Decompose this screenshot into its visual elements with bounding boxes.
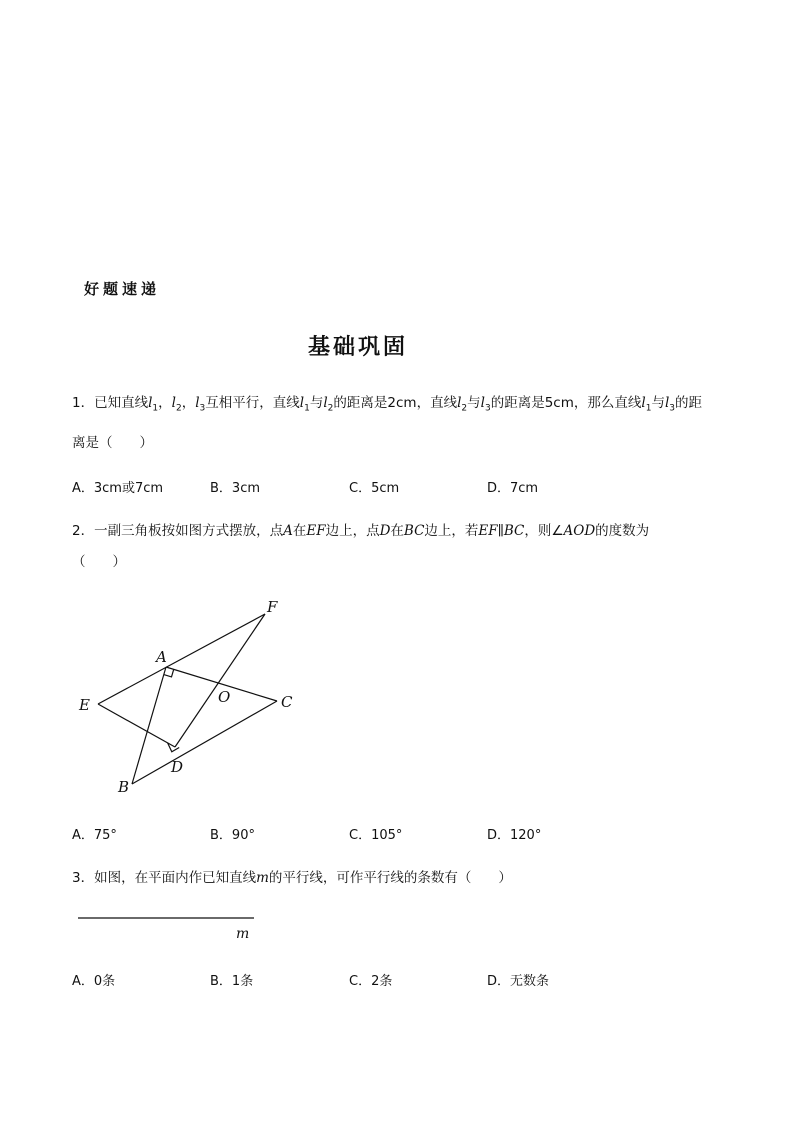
option-b[interactable]: B．1条 [210, 974, 254, 989]
question-number: 2． [72, 523, 95, 539]
q1-text: 与 [467, 395, 481, 411]
q1-text: 的距离是 [490, 395, 545, 411]
subscript: 3 [199, 403, 206, 414]
subscript: 3 [669, 403, 675, 414]
label-m: m [236, 926, 250, 942]
q1-text: 的距 [675, 395, 702, 411]
label-e: E [79, 696, 90, 714]
line-l2: l [171, 395, 176, 411]
question-2-line-1 [72, 514, 732, 548]
option-d[interactable]: D．120° [487, 828, 542, 843]
q2-text: 边上，点 [325, 523, 380, 539]
section-tag: 好题速递 [84, 280, 161, 298]
option-c[interactable]: C．2条 [349, 974, 393, 989]
q1-text: 与 [309, 395, 324, 411]
line-l3: l [480, 395, 485, 411]
line-l3: l [195, 395, 200, 411]
label-f: F [267, 598, 278, 616]
subscript: 2 [175, 403, 182, 414]
segment-bc: BC [403, 523, 425, 539]
label-c: C [281, 693, 293, 711]
q1-text: ， [158, 395, 172, 411]
subscript: 1 [152, 403, 159, 414]
subscript: 2 [327, 403, 334, 414]
question-number: 3． [72, 870, 95, 886]
q1-text: 的距离是 [333, 395, 388, 411]
line-m: m [256, 870, 269, 886]
question-2-line-2: （ ） [72, 554, 126, 570]
point-d: D [379, 523, 391, 539]
option-b[interactable]: B．3cm [210, 481, 261, 496]
label-a: A [156, 648, 167, 666]
q3-text: 的平行线，可作平行线的条数有（ ） [268, 870, 512, 886]
parallel-condition: EF∥BC [478, 523, 525, 539]
q2-text: 在 [390, 523, 404, 539]
option-c[interactable]: C．105° [349, 828, 403, 843]
q2-text: 的度数为 [595, 523, 650, 539]
option-b[interactable]: B．90° [210, 828, 255, 843]
option-a[interactable]: A．3cm或7cm [72, 481, 164, 496]
distance-value: 2cm [387, 395, 417, 411]
segment-fd-line [175, 614, 265, 747]
question-1-line-1 [72, 386, 732, 426]
q1-text: 与 [651, 395, 665, 411]
question-3 [72, 861, 732, 895]
option-d[interactable]: D．7cm [487, 481, 539, 496]
subscript: 3 [484, 403, 491, 414]
option-d[interactable]: D．无数条 [487, 974, 550, 989]
line-l2: l [323, 395, 328, 411]
question-1 [72, 386, 732, 460]
line-l3: l [664, 395, 670, 411]
point-a: A [283, 523, 293, 539]
q1-text: 已知直线 [94, 395, 149, 411]
q1-text: ，直线 [416, 395, 458, 411]
label-b: B [118, 778, 130, 796]
subscript: 1 [304, 403, 310, 414]
segment-bc-line [132, 701, 277, 784]
q1-text: 互相平行，直线 [205, 395, 300, 411]
label-o: O [218, 688, 231, 706]
subscript: 2 [461, 403, 468, 414]
question-number: 1． [72, 395, 95, 411]
line-l1: l [641, 395, 646, 411]
line-l1: l [148, 395, 153, 411]
segment-ef-line [98, 614, 265, 704]
distance-value: 5cm [544, 395, 574, 411]
q2-text: ，则∠ [524, 523, 564, 539]
line-m-figure [70, 908, 270, 944]
section-title: 基础巩固 [307, 334, 408, 360]
label-d: D [171, 758, 184, 776]
option-a[interactable]: A．0条 [72, 974, 116, 989]
option-c[interactable]: C．5cm [349, 481, 400, 496]
question-2 [72, 514, 732, 576]
q2-text: 在 [292, 523, 307, 539]
q1-text: ，那么直线 [573, 395, 642, 411]
question-1-line-2: 离是（ ） [72, 434, 153, 451]
segment-ef: EF [306, 523, 326, 539]
segment-ed-line [98, 704, 175, 747]
line-l1: l [299, 395, 305, 411]
line-l2: l [457, 395, 462, 411]
triangle-figure [70, 592, 310, 802]
q2-text: 边上，若 [424, 523, 479, 539]
subscript: 1 [645, 403, 652, 414]
angle-aod: AOD [563, 523, 596, 539]
option-a[interactable]: A．75° [72, 828, 117, 843]
q3-text: 如图，在平面内作已知直线 [94, 870, 257, 886]
q2-text: 一副三角板按如图方式摆放，点 [94, 523, 284, 539]
q1-text: ， [181, 395, 196, 411]
